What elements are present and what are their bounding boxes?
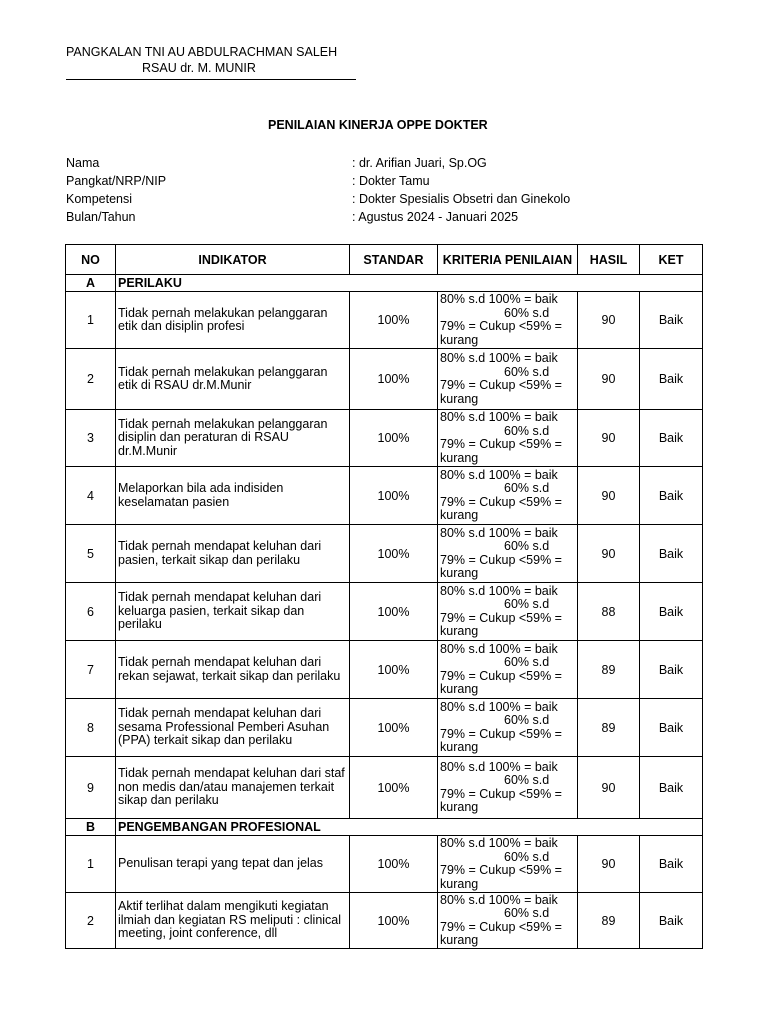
row-no: 1 (66, 292, 116, 349)
table-row (66, 699, 703, 757)
row-ket: Baik (640, 836, 703, 893)
info-row-periode (66, 208, 706, 226)
hospital-name: RSAU dr. M. MUNIR (66, 60, 356, 80)
row-no: 6 (66, 583, 116, 641)
criteria-line: 79% = Cukup <59% = (440, 378, 562, 392)
criteria-line: kurang (440, 508, 479, 522)
criteria-line: 60% s.d (504, 906, 550, 920)
organization-header (66, 44, 356, 80)
section-title: PERILAKU (116, 275, 703, 292)
row-hasil: 90 (578, 525, 640, 583)
criteria-line: 60% s.d (504, 773, 550, 787)
criteria-text (440, 585, 575, 639)
header-ket: KET (640, 245, 703, 275)
row-no: 5 (66, 525, 116, 583)
table-row (66, 349, 703, 410)
row-indikator: Aktif terlihat dalam mengikuti kegiatan ilmiah dan kegiatan RS meliputi : clinical meeting, joint conference, dll (116, 893, 350, 949)
row-ket: Baik (640, 410, 703, 467)
row-indikator: Tidak pernah mendapat keluhan dari staf non medis dan/atau manajemen terkait sikap dan perilaku (116, 757, 350, 819)
criteria-line: 79% = Cukup <59% = (440, 863, 562, 877)
row-hasil: 89 (578, 699, 640, 757)
section-title: PENGEMBANGAN PROFESIONAL (116, 819, 703, 836)
row-ket: Baik (640, 583, 703, 641)
criteria-line: 60% s.d (504, 423, 550, 438)
info-label: Bulan/Tahun (66, 210, 136, 224)
criteria-line: 60% s.d (504, 713, 550, 727)
row-standar: 100% (350, 641, 438, 699)
criteria-line: 80% s.d 100% = baik (440, 699, 558, 714)
row-no: 1 (66, 836, 116, 893)
criteria-line: 80% s.d 100% = baik (440, 892, 558, 907)
row-hasil: 88 (578, 583, 640, 641)
assessment-table (65, 244, 703, 949)
row-hasil: 90 (578, 292, 640, 349)
row-standar: 100% (350, 410, 438, 467)
row-kriteria (438, 757, 578, 819)
row-kriteria (438, 641, 578, 699)
row-standar: 100% (350, 292, 438, 349)
row-kriteria (438, 349, 578, 410)
info-value: : dr. Arifian Juari, Sp.OG (352, 156, 487, 170)
row-kriteria (438, 699, 578, 757)
criteria-line: 79% = Cukup <59% = (440, 552, 562, 567)
criteria-line: 79% = Cukup <59% = (440, 786, 562, 801)
header-hasil: HASIL (578, 245, 640, 275)
row-no: 4 (66, 467, 116, 525)
row-ket: Baik (640, 699, 703, 757)
criteria-line: kurang (440, 624, 479, 638)
row-hasil: 90 (578, 410, 640, 467)
criteria-text (440, 352, 575, 406)
criteria-line: kurang (440, 332, 479, 347)
row-indikator: Tidak pernah mendapat keluhan dari rekan sejawat, terkait sikap dan perilaku (116, 641, 350, 699)
criteria-line: kurang (440, 391, 479, 406)
criteria-line: kurang (440, 566, 479, 580)
table-row (66, 641, 703, 699)
section-code: A (66, 275, 116, 292)
row-ket: Baik (640, 349, 703, 410)
table-row (66, 467, 703, 525)
row-standar: 100% (350, 467, 438, 525)
criteria-line: kurang (440, 740, 479, 754)
criteria-line: 80% s.d 100% = baik (440, 467, 558, 482)
table-row (66, 410, 703, 467)
identity-info (66, 154, 706, 226)
row-kriteria (438, 292, 578, 349)
criteria-text (440, 293, 575, 347)
row-kriteria (438, 467, 578, 525)
criteria-line: 80% s.d 100% = baik (440, 759, 558, 774)
row-indikator: Melaporkan bila ada indisiden keselamatan pasien (116, 467, 350, 525)
table-row (66, 525, 703, 583)
info-row-nama (66, 154, 706, 172)
org-name: PANGKALAN TNI AU ABDULRACHMAN SALEH (66, 45, 338, 59)
row-no: 7 (66, 641, 116, 699)
header-indikator: INDIKATOR (116, 245, 350, 275)
row-indikator: Tidak pernah mendapat keluhan dari keluarga pasien, terkait sikap dan perilaku (116, 583, 350, 641)
row-no: 8 (66, 699, 116, 757)
criteria-line: 79% = Cukup <59% = (440, 437, 562, 451)
row-ket: Baik (640, 893, 703, 949)
row-kriteria (438, 525, 578, 583)
criteria-line: 60% s.d (504, 539, 550, 553)
row-indikator: Tidak pernah melakukan pelanggaran etik dan disiplin profesi (116, 292, 350, 349)
criteria-text (440, 837, 575, 891)
row-no: 3 (66, 410, 116, 467)
criteria-line: 80% s.d 100% = baik (440, 836, 558, 850)
document-title: PENILAIAN KINERJA OPPE DOKTER (268, 118, 488, 132)
row-hasil: 90 (578, 757, 640, 819)
info-row-pangkat (66, 172, 706, 190)
header-kriteria: KRITERIA PENILAIAN (438, 245, 578, 275)
criteria-text (440, 701, 575, 755)
criteria-line: 60% s.d (504, 305, 550, 320)
header-no: NO (66, 245, 116, 275)
row-hasil: 90 (578, 349, 640, 410)
criteria-text (440, 643, 575, 697)
table-row (66, 292, 703, 349)
row-ket: Baik (640, 467, 703, 525)
criteria-line: 79% = Cukup <59% = (440, 726, 562, 741)
criteria-line: 79% = Cukup <59% = (440, 919, 562, 934)
criteria-line: 80% s.d 100% = baik (440, 410, 558, 424)
criteria-text (440, 761, 575, 815)
criteria-line: 80% s.d 100% = baik (440, 351, 558, 365)
row-hasil: 90 (578, 467, 640, 525)
row-indikator: Penulisan terapi yang tepat dan jelas (116, 836, 350, 893)
table-row (66, 893, 703, 949)
criteria-text (440, 469, 575, 523)
row-ket: Baik (640, 525, 703, 583)
criteria-line: kurang (440, 800, 479, 814)
row-standar: 100% (350, 757, 438, 819)
row-kriteria (438, 836, 578, 893)
criteria-line: 80% s.d 100% = baik (440, 292, 558, 306)
criteria-line: kurang (440, 450, 479, 465)
table-row (66, 583, 703, 641)
criteria-text (440, 527, 575, 581)
row-no: 2 (66, 349, 116, 410)
criteria-line: kurang (440, 933, 479, 947)
table-header-row (66, 245, 703, 275)
info-value: : Dokter Tamu (352, 174, 430, 188)
criteria-line: kurang (440, 682, 479, 696)
row-kriteria (438, 583, 578, 641)
row-ket: Baik (640, 641, 703, 699)
row-standar: 100% (350, 525, 438, 583)
row-standar: 100% (350, 699, 438, 757)
info-row-kompetensi (66, 190, 706, 208)
section-row (66, 819, 703, 836)
row-no: 2 (66, 893, 116, 949)
info-value: : Dokter Spesialis Obsetri dan Ginekolo (352, 192, 571, 206)
criteria-line: 60% s.d (504, 364, 550, 379)
criteria-line: kurang (440, 876, 479, 891)
criteria-line: 60% s.d (504, 655, 550, 669)
criteria-line: 80% s.d 100% = baik (440, 583, 558, 598)
info-label: Pangkat/NRP/NIP (66, 174, 167, 188)
criteria-line: 60% s.d (504, 849, 550, 864)
criteria-line: 80% s.d 100% = baik (440, 641, 558, 656)
row-kriteria (438, 893, 578, 949)
header-standar: STANDAR (350, 245, 438, 275)
row-standar: 100% (350, 349, 438, 410)
criteria-text (440, 894, 575, 948)
row-indikator: Tidak pernah mendapat keluhan dari pasien, terkait sikap dan perilaku (116, 525, 350, 583)
table-row (66, 757, 703, 819)
criteria-line: 79% = Cukup <59% = (440, 319, 562, 333)
criteria-line: 80% s.d 100% = baik (440, 525, 558, 540)
criteria-line: 60% s.d (504, 597, 550, 611)
row-standar: 100% (350, 836, 438, 893)
criteria-line: 60% s.d (504, 481, 550, 495)
row-hasil: 89 (578, 893, 640, 949)
row-no: 9 (66, 757, 116, 819)
row-indikator: Tidak pernah mendapat keluhan dari sesama Professional Pemberi Asuhan (PPA) terkait sikap dan perilaku (116, 699, 350, 757)
criteria-line: 79% = Cukup <59% = (440, 610, 562, 625)
info-label: Kompetensi (66, 192, 133, 206)
criteria-line: 79% = Cukup <59% = (440, 494, 562, 509)
table-row (66, 836, 703, 893)
criteria-line: 79% = Cukup <59% = (440, 668, 562, 683)
row-standar: 100% (350, 893, 438, 949)
info-label: Nama (66, 156, 100, 170)
section-code: B (66, 819, 116, 836)
section-row (66, 275, 703, 292)
row-hasil: 89 (578, 641, 640, 699)
row-indikator: Tidak pernah melakukan pelanggaran etik di RSAU dr.M.Munir (116, 349, 350, 410)
row-kriteria (438, 410, 578, 467)
row-indikator: Tidak pernah melakukan pelanggaran disiplin dan peraturan di RSAU dr.M.Munir (116, 410, 350, 467)
row-hasil: 90 (578, 836, 640, 893)
row-ket: Baik (640, 757, 703, 819)
row-ket: Baik (640, 292, 703, 349)
row-standar: 100% (350, 583, 438, 641)
info-value: : Agustus 2024 - Januari 2025 (352, 210, 519, 224)
criteria-text (440, 411, 575, 465)
